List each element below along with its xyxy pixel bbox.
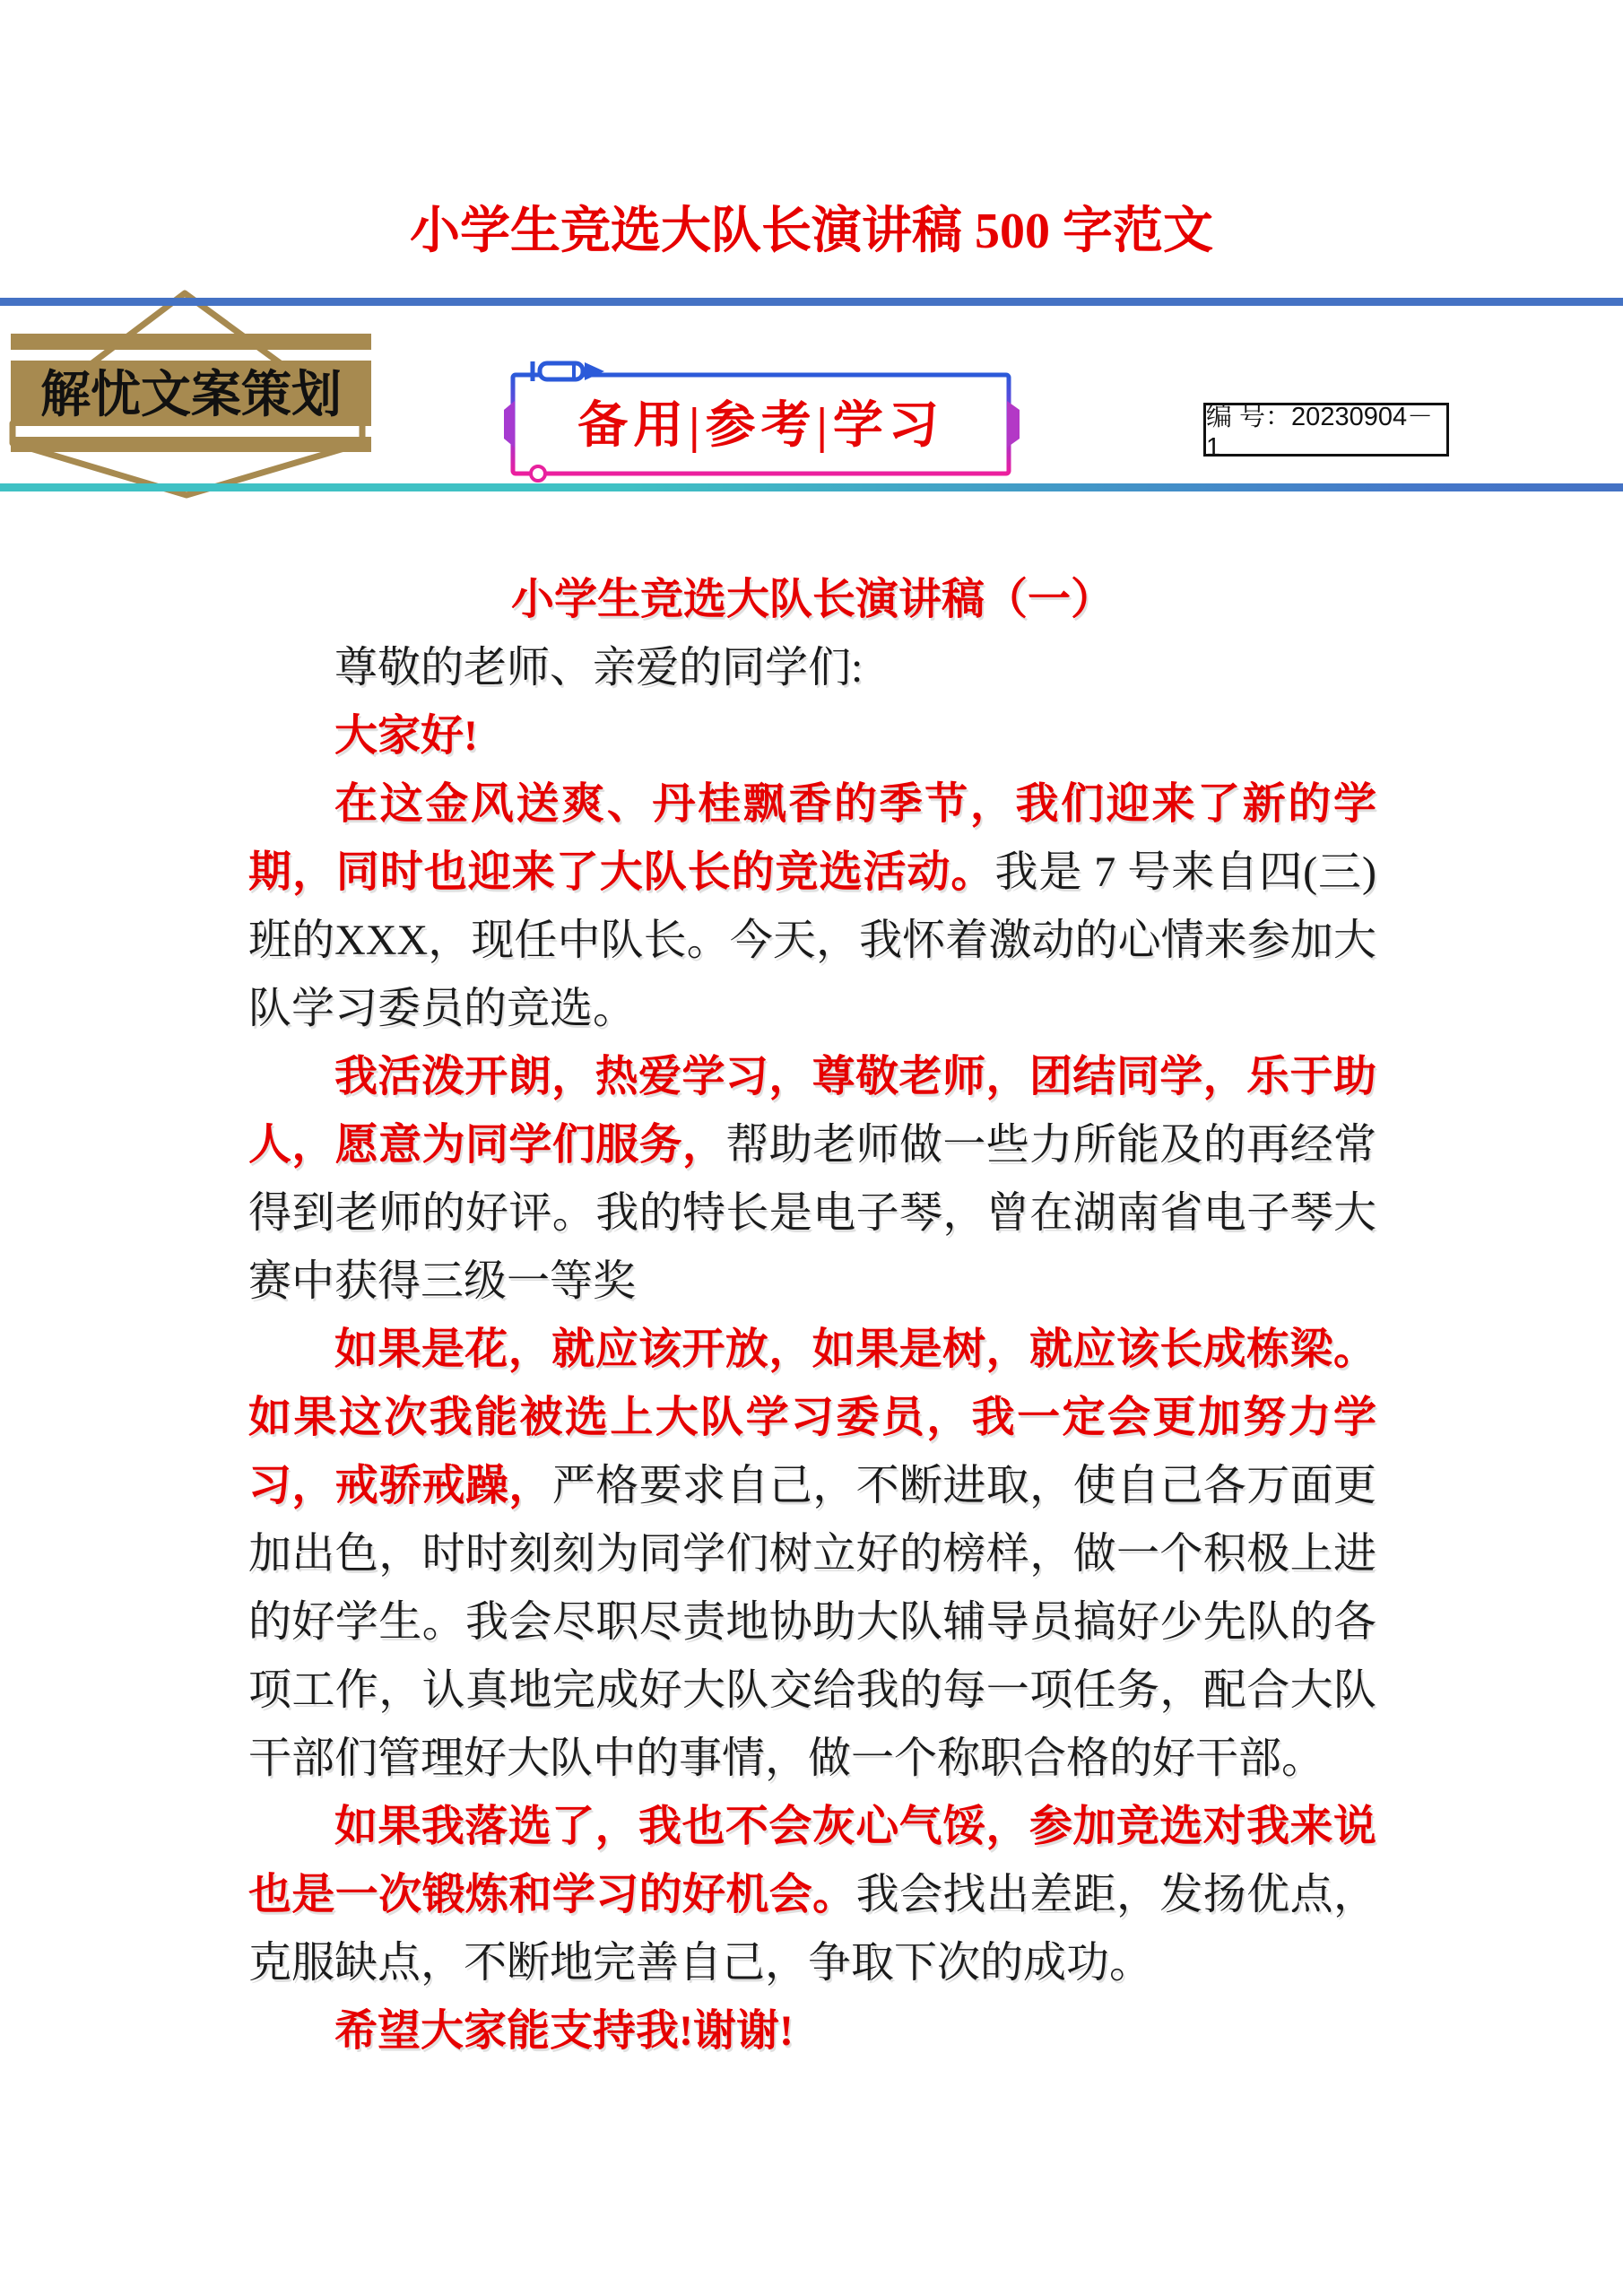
document-heading: 小学生竞选大队长演讲稿（一） [510,576,1114,623]
divider-blue-line [0,298,1623,306]
pencil-icon [533,361,604,381]
document-body [248,634,1376,2066]
text-segment: 我会找出差距，发扬优点，克服缺点，不断地完善自己，争取下次的成功。 [248,1871,1376,1987]
brand-badge-hexagon [7,289,375,504]
paragraph [248,702,1376,770]
text-segment: 帮助老师做一些力所能及的再经常得到老师的好评。我的特长是电子琴，曾在湖南省电子琴大赛中获得三级一等奖 [248,1121,1376,1305]
badge-label: 解忧文案策划 [40,366,342,422]
stamp-right-tab [1007,401,1020,448]
serial-number-box [1203,403,1449,462]
text-segment: 尊敬的老师、亲爱的同学们: [334,644,864,691]
text-segment: 我活泼开朗，热爱学习，尊敬老师，团结同学，乐于助人，愿意为同学们服务， [248,1053,1376,1169]
stamp-label: 备用|参考|学习 [577,398,944,454]
paragraph [248,634,1376,702]
text-segment: 在这金风送爽、丹桂飘香的季节，我们迎来了新的学期，同时也迎来了大队长的竞选活动。 [248,780,1376,896]
text-segment: 如果是花，就应该开放，如果是树，就应该长成栋梁。如果这次我能被选上大队学习委员，我一定会更加努力学习，戒骄戒躁， [248,1326,1376,1509]
badge-stripe-top [11,334,371,350]
paragraph [248,1316,1376,1793]
paragraph [248,1043,1376,1316]
text-segment: 严格要求自己，不断进取，使自己各万面更加出色，时时刻刻为同学们树立好的榜样，做一个积极上进的好学生。我会尽职尽责地协助大队辅导员搞好少先队的各项工作，认真地完成好大队交给我的每一项任务，配合大队干部们管理好大队中的事情，做一个称职合格的好干部。 [248,1462,1376,1782]
text-segment: 大家好! [334,712,478,760]
badge-stripe-bottom [11,437,371,452]
paragraph [248,1793,1376,1997]
paragraph [248,1997,1376,2066]
paragraph [248,770,1376,1043]
text-segment: 希望大家能支持我!谢谢! [334,2007,794,2055]
stamp-corner-ring-icon [531,466,545,481]
document-content [248,566,1376,2066]
text-segment: 如果我落选了，我也不会灰心气馁，参加竞选对我来说也是一次锻炼和学习的好机会。 [248,1803,1376,1918]
page-title: 小学生竞选大队长演讲稿 500 字范文 [410,204,1213,259]
serial-number-label: 编 号：20230904－1 [1206,403,1434,462]
text-segment: 我是 7 号来自四(三)班的XXX，现任中队长。今天，我怀着激动的心情来参加大队学习委员的竞选。 [248,848,1376,1032]
